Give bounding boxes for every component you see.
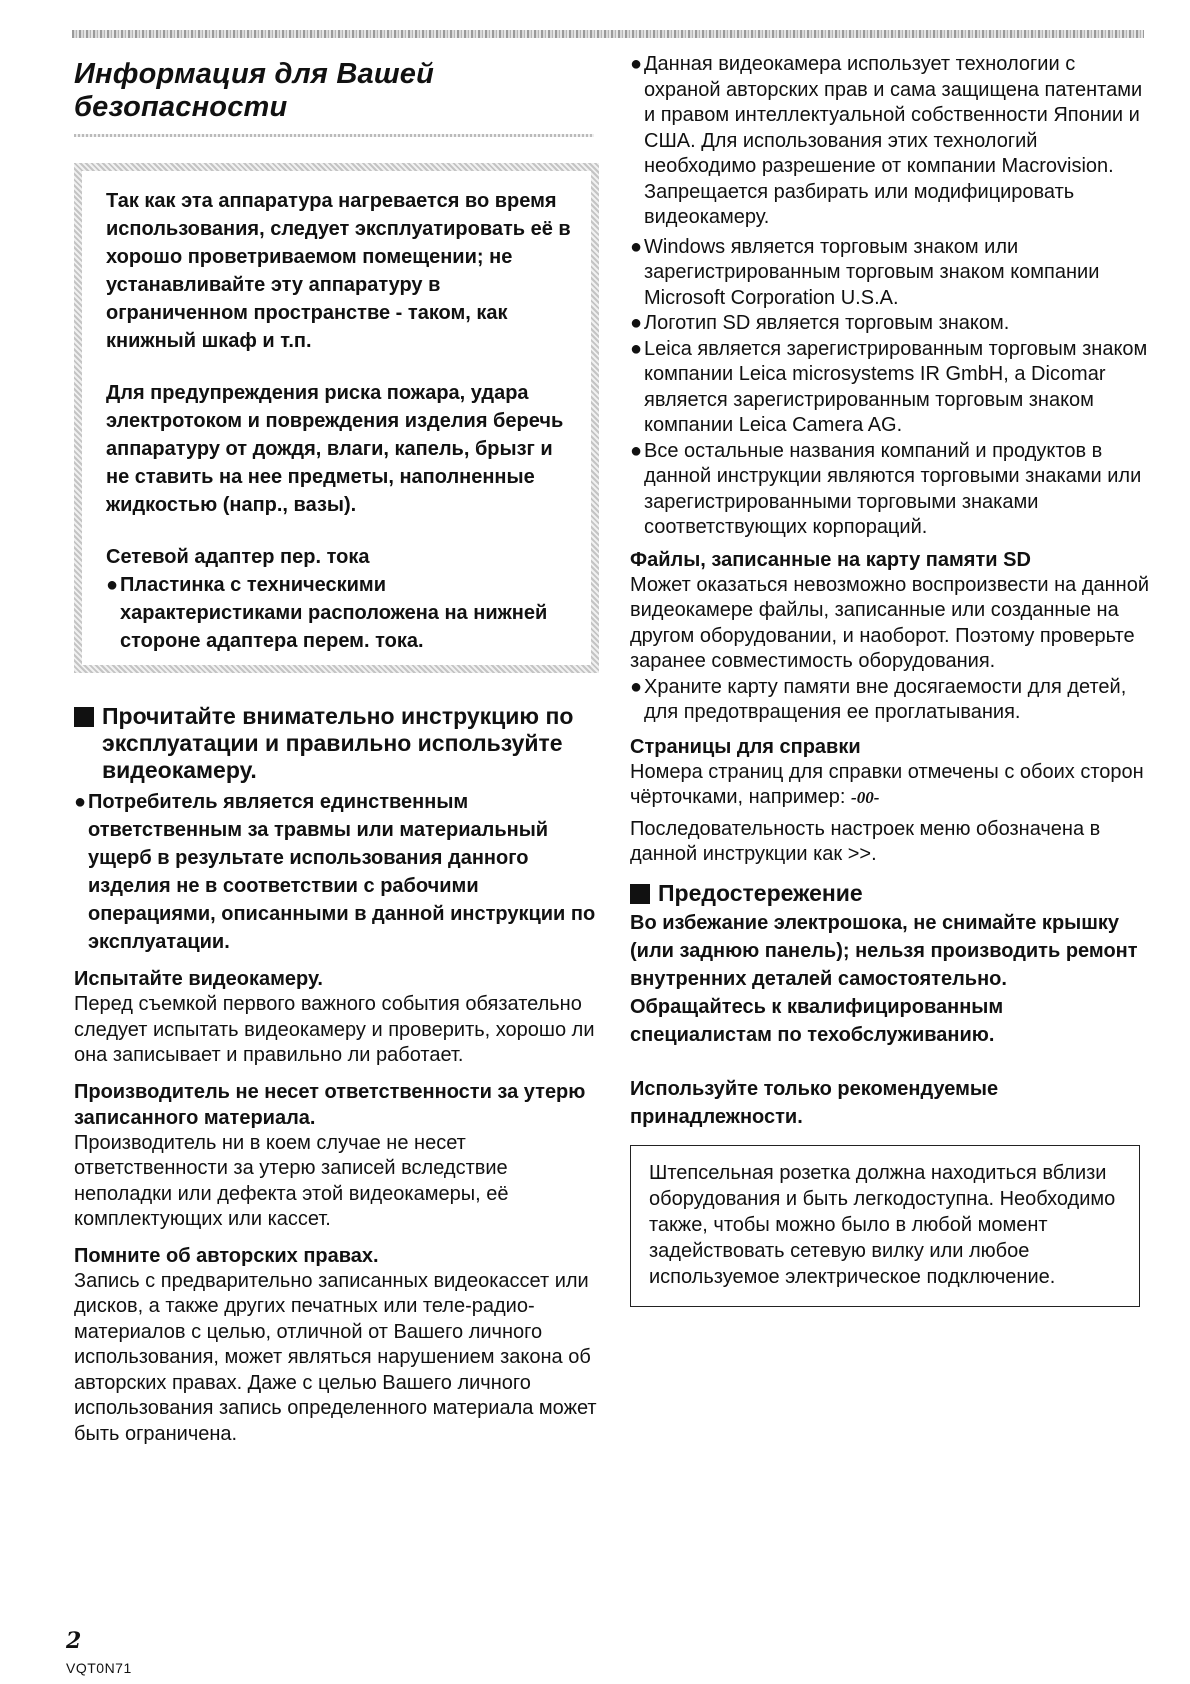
- warning-box: [74, 163, 599, 673]
- bullet-dot-icon: ●: [630, 439, 643, 462]
- trademark-text: Leica является зарегистрированным торговым знаком компании Leica microsystems IR GmbH, a Dicomar является зарегистрированным торговым знаком компании Leica Camera AG.: [644, 337, 1148, 436]
- reference-pages-sentence: Номера страниц для справки отмечены с обоих сторон чёрточками, например:: [630, 760, 1144, 808]
- section-square-icon: [74, 707, 94, 727]
- right-column: [630, 52, 1150, 1307]
- bullet-dot-icon: ●: [630, 235, 643, 258]
- bullet-dot-icon: ●: [630, 53, 643, 75]
- reference-pages-heading: Страницы для справки: [630, 735, 861, 758]
- trademark-item: [630, 337, 1150, 439]
- warning-paragraph-fire: Для предупреждения риска пожара, удара электротоком и повреждения изделия беречь аппаратуру от дождя, влаги, капель, брызг и не ставить на нее предметы, наполненные жидкостью (напр., вазы).: [106, 382, 564, 516]
- menu-sequence-text: Последовательность настроек меню обозначена в данной инструкции как >>.: [630, 817, 1101, 865]
- page-number: 2: [66, 1628, 82, 1654]
- sd-files-text: Может оказаться невозможно воспроизвести на данной видеокамере файлы, записанные или созданные на другом оборудовании, и наоборот. Поэтому проверьте заранее совместимость оборудования.: [630, 573, 1150, 672]
- bullet-dot-icon: ●: [106, 574, 119, 596]
- sd-files-heading: Файлы, записанные на карту памяти SD: [630, 548, 1031, 571]
- caution-service-text: Обращайтесь к квалифицированным специалистам по техобслуживанию.: [630, 995, 1004, 1046]
- trademark-item: [630, 52, 1150, 231]
- trademark-item: [630, 439, 1150, 541]
- trademark-text: Логотип SD является торговым знаком.: [644, 312, 1010, 334]
- test-camera-text: Перед съемкой первого важного события обязательно следует испытать видеокамеру и проверить, хорошо ли она записывает и правильно ли работает.: [74, 993, 595, 1066]
- bullet-dot-icon: ●: [74, 791, 87, 813]
- bullet-dot-icon: ●: [630, 312, 643, 334]
- top-decorative-band: [72, 30, 1144, 38]
- bullet-dot-icon: ●: [630, 675, 643, 698]
- sd-files-bullet-text: Храните карту памяти вне досягаемости для детей, для предотвращения ее проглатывания.: [644, 675, 1127, 723]
- sd-files-bullet: [630, 675, 1150, 726]
- caution-heading: [630, 880, 1150, 907]
- trademark-text: Данная видеокамера использует технологии с охраной авторских прав и сама защищена патентами и правом интеллектуальной собственности Японии и США. Для использования этих технологий необходимо разрешение от компании Macrovision. Запрещается разбирать или модифицировать видеокамеру.: [644, 53, 1143, 228]
- liability-heading: Производитель не несет ответственности за утерю записанного материала.: [74, 1080, 586, 1129]
- section-read-heading: [74, 703, 599, 784]
- page-title: Информация для Вашей безопасности: [74, 58, 435, 123]
- adapter-heading: Сетевой адаптер пер. тока: [106, 546, 370, 568]
- adapter-bullet: [106, 571, 573, 655]
- warning-paragraph-heat: Так как эта аппаратура нагревается во время использования, следует эксплуатировать её в хорошо проветриваемом помещении; не устанавливайте эту аппаратуру в ограниченном пространстве - таком, как книжный шкаф и т.п.: [106, 190, 571, 352]
- copyright-text: Запись с предварительно записанных видеокассет или дисков, а также других печатных или теле-радио-материалов с целью, отличной от Вашего личного использования, может являться нарушением закона об авторских правах. Даже с целью Вашего личного использования запись определенного материала может быть ограничена.: [74, 1269, 597, 1445]
- left-column: [74, 52, 599, 1447]
- bullet-dot-icon: ●: [630, 337, 643, 360]
- section-read-title: Прочитайте внимательно инструкцию по эксплуатации и правильно используйте видеокамеру.: [102, 703, 574, 783]
- caution-title: Предостережение: [658, 879, 863, 906]
- socket-notice-box: [630, 1145, 1140, 1307]
- socket-notice-text: Штепсельная розетка должна находиться вблизи оборудования и быть легкодоступна. Необходимо также, чтобы можно было в любой момент задействовать сетевую вилку или любое используемое электрическое подключение.: [649, 1161, 1116, 1288]
- reference-pages-text: [630, 760, 1150, 811]
- section-square-icon: [630, 884, 650, 904]
- consumer-responsibility-bullet: [74, 788, 599, 956]
- title-rule: [74, 134, 594, 137]
- test-camera-heading: Испытайте видеокамеру.: [74, 968, 323, 990]
- reference-example: -00-: [851, 788, 880, 807]
- caution-accessories-text: Используйте только рекомендуемые принадлежности.: [630, 1077, 999, 1128]
- trademark-item: [630, 235, 1150, 312]
- trademark-item: [630, 311, 1150, 337]
- trademark-text: Все остальные названия компаний и продуктов в данной инструкции являются торговыми знаками или зарегистрированными торговыми знаками соответствующих корпораций.: [644, 439, 1142, 538]
- document-code: VQT0N71: [66, 1660, 132, 1676]
- adapter-bullet-text: Пластинка с техническими характеристиками расположена на нижней стороне адаптера перем. тока.: [120, 574, 548, 652]
- trademark-text: Windows является торговым знаком или зарегистрированным торговым знаком компании Microsoft Corporation U.S.A.: [644, 235, 1100, 309]
- consumer-responsibility-text: Потребитель является единственным ответственным за травмы или материальный ущерб в результате использования данного изделия не в соответствии с рабочими операциями, описанными в данной инструкции по эксплуатации.: [88, 791, 596, 953]
- liability-text: Производитель ни в коем случае не несет ответственности за утерю записей вследствие неполадки или дефекта этой видеокамеры, её комплектующих или кассет.: [74, 1131, 509, 1230]
- caution-shock-text: Во избежание электрошока, не снимайте крышку (или заднюю панель); нельзя производить ремонт внутренних деталей самостоятельно.: [630, 911, 1138, 990]
- copyright-heading: Помните об авторских правах.: [74, 1244, 379, 1267]
